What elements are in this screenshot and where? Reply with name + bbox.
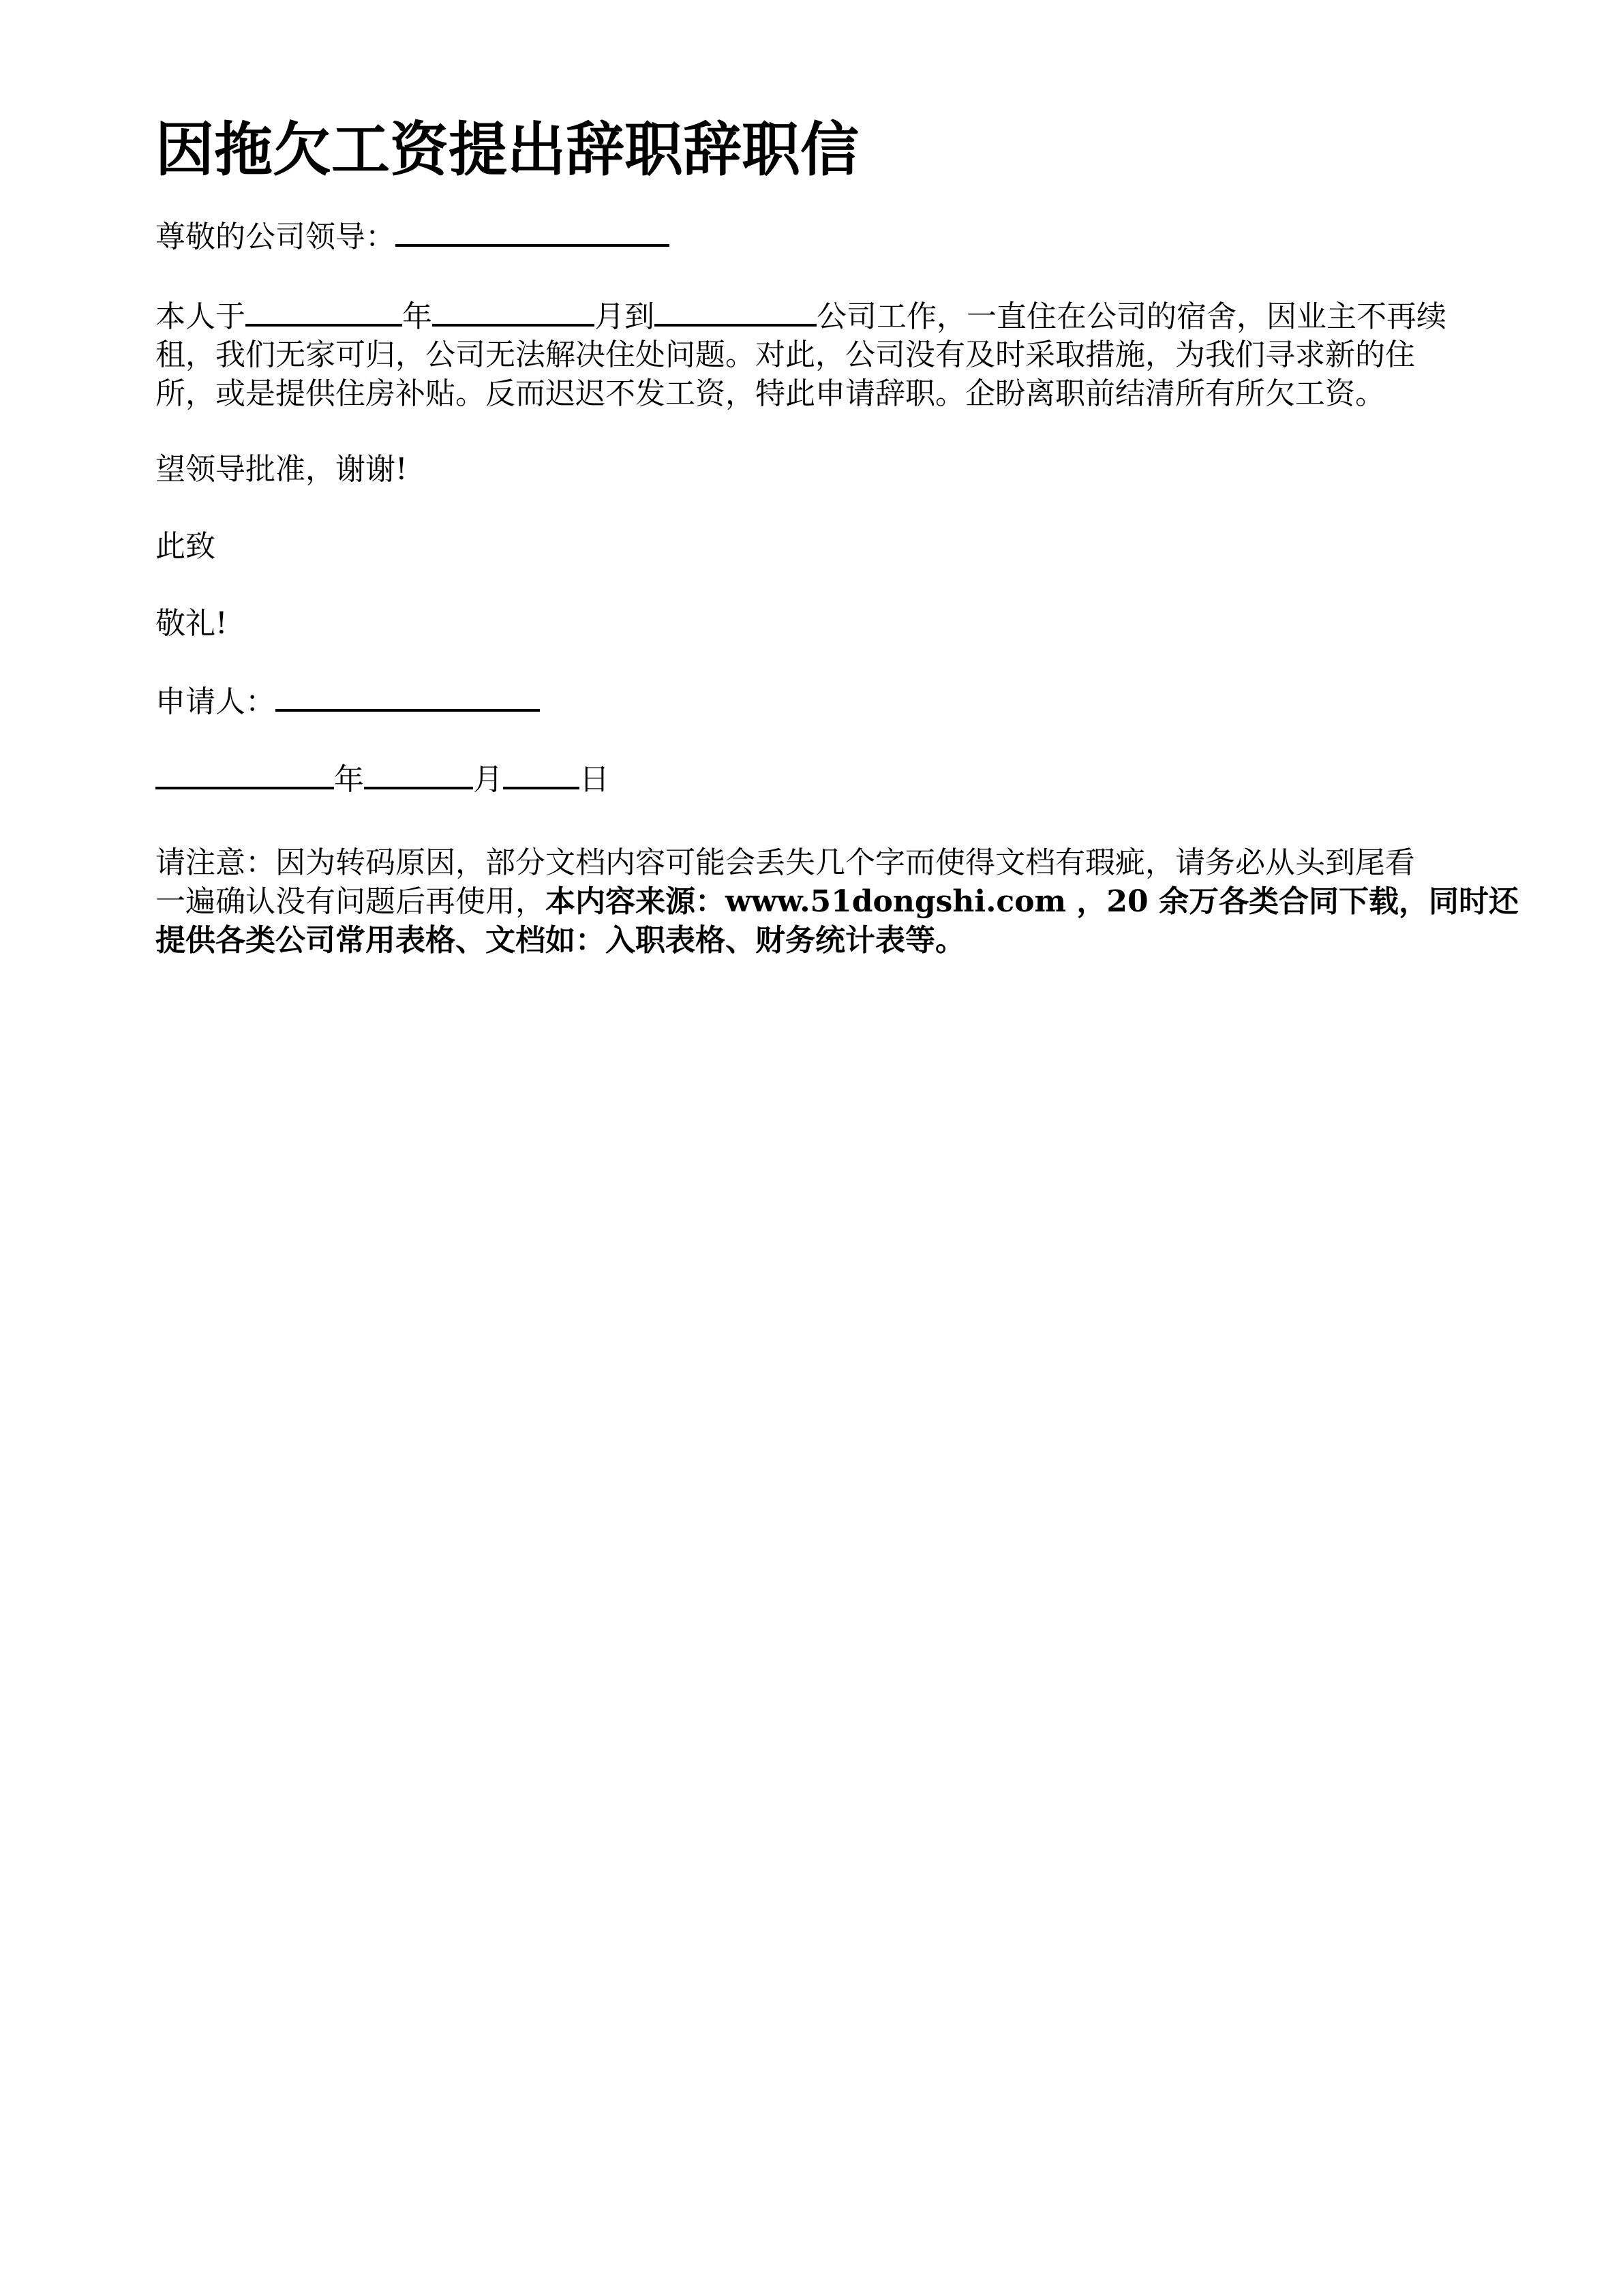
leader-name-blank[interactable] bbox=[395, 217, 669, 247]
start-year-blank[interactable] bbox=[245, 297, 402, 327]
month-to-label: 月到 bbox=[594, 299, 654, 334]
date-year-blank[interactable] bbox=[155, 759, 334, 789]
notice-row-2-normal: 一遍确认没有问题后再使用， bbox=[155, 884, 545, 919]
year-label: 年 bbox=[402, 299, 432, 334]
applicant-line bbox=[155, 682, 540, 722]
date-month-blank[interactable] bbox=[364, 759, 473, 789]
body-row-1 bbox=[155, 297, 1532, 335]
closing-line-2: 敬礼! bbox=[155, 606, 228, 641]
start-month-blank[interactable] bbox=[432, 297, 594, 327]
closing-line-1: 此致 bbox=[155, 529, 215, 564]
date-year-label: 年 bbox=[334, 762, 364, 797]
notice-paragraph bbox=[155, 843, 1532, 960]
notice-source-text: 本内容来源：www.51dongshi.com ，20 余万各类合同下载，同时还 bbox=[545, 884, 1519, 919]
document-title: 因拖欠工资提出辞职辞职信 bbox=[155, 116, 859, 184]
body-row-2: 租，我们无家可归，公司无法解决住处问题。对此，公司没有及时采取措施，为我们寻求新的住 bbox=[155, 337, 1415, 372]
date-day-label: 日 bbox=[579, 762, 609, 797]
salutation-line bbox=[155, 217, 669, 257]
body-start-text: 本人于 bbox=[155, 299, 245, 334]
company-blank[interactable] bbox=[654, 297, 817, 327]
notice-row-1: 请注意：因为转码原因，部分文档内容可能会丢失几个字而使得文档有瑕疵，请务必从头到尾看 bbox=[155, 845, 1415, 880]
date-day-blank[interactable] bbox=[503, 759, 579, 789]
salutation-text: 尊敬的公司领导： bbox=[155, 220, 395, 254]
date-line bbox=[155, 759, 609, 800]
applicant-label: 申请人： bbox=[155, 684, 275, 719]
applicant-name-blank[interactable] bbox=[275, 682, 540, 712]
body-row-3: 所，或是提供住房补贴。反而迟迟不发工资，特此申请辞职。企盼离职前结清所有所欠工资。 bbox=[155, 376, 1385, 411]
notice-row-3: 提供各类公司常用表格、文档如：入职表格、财务统计表等。 bbox=[155, 923, 965, 958]
notice-row-2 bbox=[155, 882, 1532, 921]
body-paragraph bbox=[155, 297, 1532, 413]
request-line: 望领导批准，谢谢! bbox=[155, 452, 408, 487]
date-month-label: 月 bbox=[473, 762, 503, 797]
body-line1-rest: 公司工作，一直住在公司的宿舍，因业主不再续 bbox=[817, 299, 1446, 334]
